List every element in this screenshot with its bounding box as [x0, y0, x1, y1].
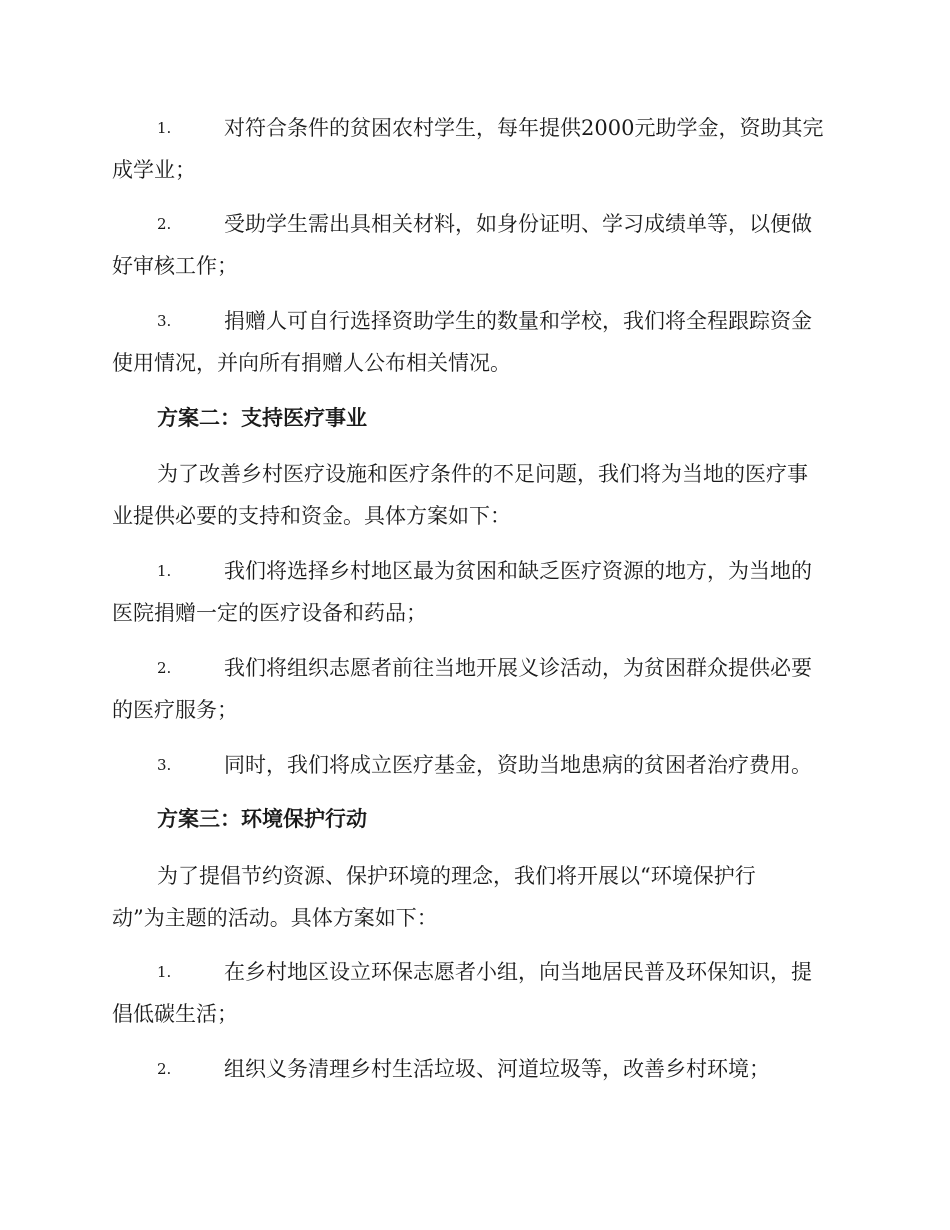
list-item-text-continued: 好审核工作；: [112, 254, 238, 278]
list-item-text: 同时，我们将成立医疗基金，资助当地患病的贫困者治疗费用。: [224, 753, 812, 777]
list-item-text-continued: 倡低碳生活；: [112, 1002, 238, 1026]
list-item-text: 在乡村地区设立环保志愿者小组，向当地居民普及环保知识，提: [224, 960, 812, 984]
list-item-text: 受助学生需出具相关材料，如身份证明、学习成绩单等，以便做: [224, 212, 812, 236]
section-intro: 为了提倡节约资源、保护环境的理念，我们将开展以“环境保护行: [157, 864, 756, 888]
list-item-text-continued: 的医疗服务；: [112, 698, 238, 722]
list-item-number: 3.: [157, 312, 172, 330]
list-item-number: 2.: [157, 659, 172, 677]
list-item-number: 1.: [157, 963, 172, 981]
list-item-text-continued: 医院捐赠一定的医疗设备和药品；: [112, 601, 427, 625]
list-item-text-continued: 成学业；: [112, 158, 196, 182]
list-item-number: 1.: [157, 562, 172, 580]
list-item-number: 2.: [157, 215, 172, 233]
list-item-text: 我们将选择乡村地区最为贫困和缺乏医疗资源的地方，为当地的: [224, 559, 812, 583]
list-item-text-continued: 使用情况，并向所有捐赠人公布相关情况。: [112, 351, 511, 375]
list-item-text: 对符合条件的贫困农村学生，每年提供2000元助学金，资助其完: [224, 116, 824, 140]
list-item-text: 捐赠人可自行选择资助学生的数量和学校，我们将全程跟踪资金: [224, 309, 812, 333]
list-item-text: 我们将组织志愿者前往当地开展义诊活动，为贫困群众提供必要: [224, 656, 812, 680]
section-intro-continued: 业提供必要的支持和资金。具体方案如下：: [112, 504, 511, 528]
list-item-number: 2.: [157, 1060, 172, 1078]
section-intro: 为了改善乡村医疗设施和医疗条件的不足问题，我们将为当地的医疗事: [157, 462, 808, 486]
list-item-text: 组织义务清理乡村生活垃圾、河道垃圾等，改善乡村环境；: [224, 1057, 770, 1081]
section-heading: 方案三：环境保护行动: [157, 806, 367, 831]
list-item-number: 1.: [157, 119, 172, 137]
section-heading: 方案二：支持医疗事业: [157, 405, 367, 430]
list-item-number: 3.: [157, 756, 172, 774]
section-intro-continued: 动”为主题的活动。具体方案如下：: [112, 906, 438, 930]
